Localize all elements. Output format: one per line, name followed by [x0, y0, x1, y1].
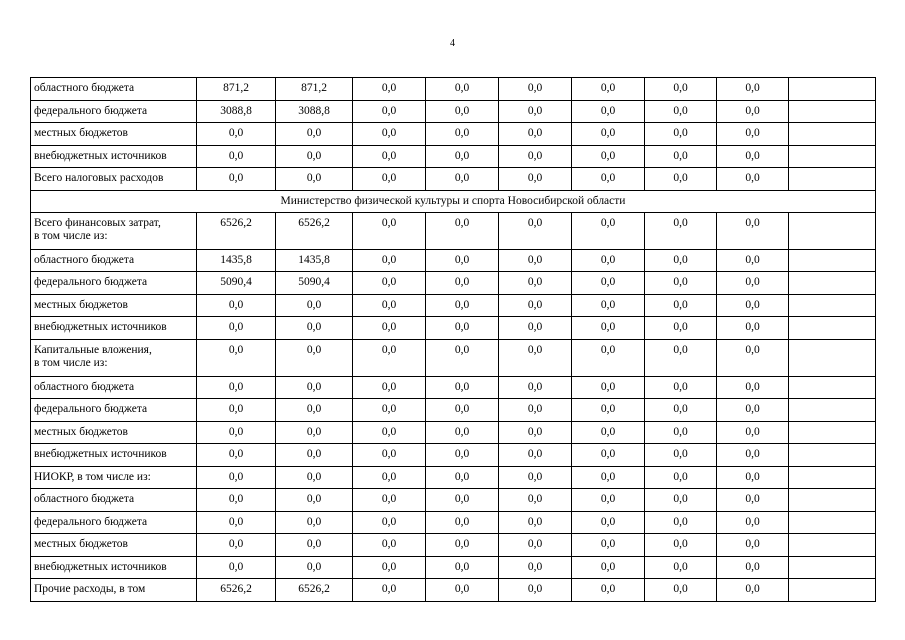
value-cell: 0,0 [276, 511, 353, 534]
table-row [31, 489, 876, 512]
value-cell: 0,0 [645, 399, 717, 422]
value-cell: 0,0 [645, 421, 717, 444]
value-cell: 0,0 [353, 123, 426, 146]
table-row [31, 145, 876, 168]
value-cell: 0,0 [426, 339, 499, 376]
section-body [31, 190, 876, 212]
value-cell: 0,0 [717, 466, 789, 489]
row-label-text: внебюджетных источников [34, 448, 167, 460]
value-cell: 0,0 [353, 212, 426, 249]
value-cell: 0,0 [572, 100, 645, 123]
row-label-text: федерального бюджета [34, 403, 148, 415]
value-cell: 0,0 [426, 376, 499, 399]
value-cell: 0,0 [197, 317, 276, 340]
value-cell: 0,0 [717, 556, 789, 579]
value-cell: 0,0 [426, 511, 499, 534]
value-cell: 0,0 [353, 376, 426, 399]
value-cell: 0,0 [717, 399, 789, 422]
value-cell: 0,0 [197, 556, 276, 579]
value-cell: 0,0 [276, 145, 353, 168]
value-cell: 1435,8 [197, 249, 276, 272]
value-cell: 0,0 [353, 272, 426, 295]
value-cell: 0,0 [499, 100, 572, 123]
value-cell: 6526,2 [276, 579, 353, 602]
row-label-text: внебюджетных источников [34, 149, 167, 162]
value-cell: 0,0 [645, 100, 717, 123]
value-cell: 0,0 [499, 168, 572, 191]
value-cell: 0,0 [426, 421, 499, 444]
value-cell: 0,0 [499, 339, 572, 376]
empty-cell [789, 466, 876, 489]
value-cell: 0,0 [572, 376, 645, 399]
value-cell: 0,0 [276, 556, 353, 579]
row-label-text: областного бюджета [34, 493, 135, 505]
value-cell: 0,0 [499, 212, 572, 249]
row-label [31, 556, 197, 579]
value-cell: 0,0 [499, 272, 572, 295]
value-cell: 0,0 [717, 421, 789, 444]
row-label [31, 272, 197, 295]
table-row [31, 556, 876, 579]
empty-cell [789, 534, 876, 557]
value-cell: 0,0 [499, 466, 572, 489]
value-cell: 0,0 [572, 444, 645, 467]
table-row [31, 511, 876, 534]
row-label-text: внебюджетных источников [34, 321, 167, 333]
value-cell: 0,0 [645, 294, 717, 317]
value-cell: 0,0 [645, 123, 717, 146]
row-label [31, 579, 197, 602]
value-cell: 0,0 [572, 511, 645, 534]
table-row [31, 421, 876, 444]
value-cell: 0,0 [426, 579, 499, 602]
table-row [31, 339, 876, 376]
value-cell: 0,0 [717, 249, 789, 272]
row-label-text: местных бюджетов [34, 425, 128, 438]
value-cell: 0,0 [717, 212, 789, 249]
value-cell: 0,0 [276, 489, 353, 512]
value-cell: 6526,2 [197, 579, 276, 602]
row-label-text: областного бюджета [34, 82, 135, 94]
value-cell: 0,0 [572, 556, 645, 579]
value-cell: 0,0 [426, 78, 499, 101]
row-label-text: Капитальные вложения, в том числе из: [34, 343, 152, 369]
value-cell: 0,0 [717, 100, 789, 123]
page-number: 4 [450, 38, 455, 49]
value-cell: 0,0 [572, 249, 645, 272]
value-cell: 0,0 [353, 399, 426, 422]
value-cell: 0,0 [426, 444, 499, 467]
row-label [31, 466, 197, 489]
value-cell: 0,0 [499, 249, 572, 272]
value-cell: 0,0 [426, 249, 499, 272]
value-cell: 0,0 [353, 145, 426, 168]
value-cell: 0,0 [499, 511, 572, 534]
value-cell: 0,0 [717, 168, 789, 191]
value-cell: 0,0 [572, 421, 645, 444]
value-cell: 0,0 [645, 317, 717, 340]
value-cell: 0,0 [717, 579, 789, 602]
row-label-text: Всего налоговых расходов [34, 172, 164, 184]
row-label [31, 78, 197, 101]
value-cell: 0,0 [572, 78, 645, 101]
value-cell: 0,0 [499, 579, 572, 602]
empty-cell [789, 556, 876, 579]
value-cell: 0,0 [426, 534, 499, 557]
value-cell: 0,0 [276, 376, 353, 399]
value-cell: 0,0 [276, 466, 353, 489]
value-cell: 0,0 [572, 145, 645, 168]
table-row [31, 100, 876, 123]
value-cell: 0,0 [426, 294, 499, 317]
value-cell: 0,0 [645, 78, 717, 101]
value-cell: 0,0 [426, 466, 499, 489]
row-label [31, 339, 197, 376]
value-cell: 0,0 [426, 123, 499, 146]
value-cell: 0,0 [572, 399, 645, 422]
value-cell: 0,0 [645, 168, 717, 191]
value-cell: 6526,2 [197, 212, 276, 249]
value-cell: 0,0 [645, 145, 717, 168]
value-cell: 0,0 [276, 399, 353, 422]
value-cell: 0,0 [499, 78, 572, 101]
value-cell: 0,0 [426, 212, 499, 249]
value-cell: 0,0 [353, 317, 426, 340]
row-label [31, 511, 197, 534]
row-label-text: федерального бюджета [34, 515, 148, 528]
value-cell: 0,0 [197, 376, 276, 399]
value-cell: 3088,8 [197, 100, 276, 123]
value-cell: 0,0 [276, 534, 353, 557]
value-cell: 0,0 [353, 78, 426, 101]
value-cell: 0,0 [426, 556, 499, 579]
value-cell: 0,0 [499, 317, 572, 340]
row-label [31, 317, 197, 340]
value-cell: 0,0 [572, 466, 645, 489]
value-cell: 0,0 [499, 145, 572, 168]
value-cell: 0,0 [197, 421, 276, 444]
table-row [31, 294, 876, 317]
value-cell: 1435,8 [276, 249, 353, 272]
empty-cell [789, 100, 876, 123]
value-cell: 871,2 [276, 78, 353, 101]
value-cell: 0,0 [499, 294, 572, 317]
empty-cell [789, 511, 876, 534]
table-row [31, 444, 876, 467]
row-label-text: областного бюджета [34, 380, 135, 393]
value-cell: 0,0 [572, 489, 645, 512]
value-cell: 0,0 [717, 534, 789, 557]
value-cell: 0,0 [572, 534, 645, 557]
section-row [31, 190, 876, 212]
row-label-text: федерального бюджета [34, 104, 148, 117]
row-label [31, 249, 197, 272]
table-row [31, 317, 876, 340]
value-cell: 0,0 [572, 294, 645, 317]
table-row [31, 78, 876, 101]
value-cell: 0,0 [353, 100, 426, 123]
value-cell: 0,0 [353, 511, 426, 534]
value-cell: 0,0 [717, 123, 789, 146]
value-cell: 0,0 [276, 168, 353, 191]
value-cell: 0,0 [197, 168, 276, 191]
value-cell: 0,0 [276, 123, 353, 146]
value-cell: 0,0 [572, 579, 645, 602]
empty-cell [789, 272, 876, 295]
value-cell: 0,0 [353, 534, 426, 557]
row-label-text: Прочие расходы, в том [34, 583, 146, 595]
value-cell: 0,0 [499, 399, 572, 422]
row-label [31, 212, 197, 249]
value-cell: 0,0 [353, 421, 426, 444]
value-cell: 0,0 [572, 123, 645, 146]
value-cell: 0,0 [197, 489, 276, 512]
value-cell: 0,0 [197, 466, 276, 489]
value-cell: 0,0 [645, 339, 717, 376]
value-cell: 0,0 [426, 168, 499, 191]
empty-cell [789, 249, 876, 272]
value-cell: 0,0 [426, 399, 499, 422]
value-cell: 0,0 [426, 100, 499, 123]
value-cell: 5090,4 [276, 272, 353, 295]
empty-cell [789, 123, 876, 146]
value-cell: 0,0 [572, 339, 645, 376]
value-cell: 0,0 [276, 294, 353, 317]
table-row [31, 376, 876, 399]
value-cell: 0,0 [645, 534, 717, 557]
value-cell: 0,0 [197, 123, 276, 146]
empty-cell [789, 294, 876, 317]
value-cell: 0,0 [499, 444, 572, 467]
row-label [31, 444, 197, 467]
empty-cell [789, 421, 876, 444]
row-label-text: федерального бюджета [34, 276, 148, 288]
value-cell: 5090,4 [197, 272, 276, 295]
table-row [31, 168, 876, 191]
value-cell: 0,0 [499, 376, 572, 399]
table-row [31, 272, 876, 295]
row-label-text: НИОКР, в том числе из: [34, 470, 151, 483]
value-cell: 0,0 [499, 534, 572, 557]
value-cell: 6526,2 [276, 212, 353, 249]
table-row [31, 249, 876, 272]
empty-cell [789, 444, 876, 467]
value-cell: 0,0 [499, 489, 572, 512]
value-cell: 0,0 [353, 294, 426, 317]
value-cell: 0,0 [717, 145, 789, 168]
row-label-text: местных бюджетов [34, 298, 128, 311]
empty-cell [789, 399, 876, 422]
empty-cell [789, 579, 876, 602]
value-cell: 0,0 [499, 421, 572, 444]
row-label [31, 489, 197, 512]
empty-cell [789, 78, 876, 101]
row-label [31, 399, 197, 422]
empty-cell [789, 145, 876, 168]
value-cell: 0,0 [717, 317, 789, 340]
value-cell: 0,0 [645, 249, 717, 272]
empty-cell [789, 212, 876, 249]
empty-cell [789, 489, 876, 512]
value-cell: 0,0 [717, 444, 789, 467]
empty-cell [789, 317, 876, 340]
row-label-text: местных бюджетов [34, 127, 128, 139]
section-title: Министерство физической культуры и спорта Новосибирской области [31, 190, 876, 212]
value-cell: 0,0 [717, 489, 789, 512]
value-cell: 871,2 [197, 78, 276, 101]
value-cell: 0,0 [353, 489, 426, 512]
row-label-text: Всего финансовых затрат, в том числе из: [34, 216, 161, 242]
value-cell: 0,0 [645, 376, 717, 399]
value-cell: 0,0 [645, 556, 717, 579]
value-cell: 0,0 [353, 579, 426, 602]
value-cell: 0,0 [197, 145, 276, 168]
value-cell: 0,0 [426, 317, 499, 340]
empty-cell [789, 376, 876, 399]
value-cell: 0,0 [499, 556, 572, 579]
value-cell: 0,0 [276, 421, 353, 444]
row-label [31, 534, 197, 557]
table-row [31, 579, 876, 602]
value-cell: 0,0 [717, 511, 789, 534]
value-cell: 0,0 [499, 123, 572, 146]
value-cell: 0,0 [717, 339, 789, 376]
value-cell: 0,0 [572, 212, 645, 249]
table-row [31, 212, 876, 249]
row-label [31, 294, 197, 317]
row-label [31, 145, 197, 168]
row-label-text: областного бюджета [34, 253, 135, 266]
value-cell: 0,0 [426, 489, 499, 512]
value-cell: 0,0 [197, 294, 276, 317]
value-cell: 0,0 [197, 444, 276, 467]
value-cell: 0,0 [717, 376, 789, 399]
value-cell: 0,0 [426, 145, 499, 168]
value-cell: 0,0 [572, 272, 645, 295]
value-cell: 0,0 [353, 444, 426, 467]
value-cell: 0,0 [645, 511, 717, 534]
value-cell: 0,0 [645, 466, 717, 489]
row-label [31, 168, 197, 191]
value-cell: 0,0 [353, 249, 426, 272]
value-cell: 0,0 [197, 339, 276, 376]
value-cell: 0,0 [426, 272, 499, 295]
row-label-text: внебюджетных источников [34, 560, 167, 573]
table-row [31, 399, 876, 422]
budget-table [30, 77, 876, 602]
value-cell: 0,0 [717, 78, 789, 101]
value-cell: 0,0 [276, 317, 353, 340]
value-cell: 0,0 [645, 489, 717, 512]
rows-top [31, 78, 876, 191]
row-label-text: местных бюджетов [34, 538, 128, 550]
value-cell: 0,0 [717, 294, 789, 317]
value-cell: 0,0 [572, 317, 645, 340]
rows-bottom [31, 212, 876, 601]
value-cell: 0,0 [353, 466, 426, 489]
value-cell: 0,0 [353, 556, 426, 579]
value-cell: 0,0 [197, 511, 276, 534]
table-row [31, 466, 876, 489]
value-cell: 0,0 [572, 168, 645, 191]
value-cell: 0,0 [197, 399, 276, 422]
value-cell: 0,0 [717, 272, 789, 295]
value-cell: 0,0 [353, 339, 426, 376]
value-cell: 0,0 [645, 212, 717, 249]
value-cell: 0,0 [276, 339, 353, 376]
value-cell: 0,0 [645, 579, 717, 602]
value-cell: 0,0 [197, 534, 276, 557]
value-cell: 0,0 [645, 272, 717, 295]
row-label [31, 100, 197, 123]
empty-cell [789, 168, 876, 191]
row-label [31, 421, 197, 444]
value-cell: 3088,8 [276, 100, 353, 123]
table-row [31, 534, 876, 557]
empty-cell [789, 339, 876, 376]
row-label [31, 123, 197, 146]
value-cell: 0,0 [276, 444, 353, 467]
table-row [31, 123, 876, 146]
value-cell: 0,0 [353, 168, 426, 191]
row-label [31, 376, 197, 399]
value-cell: 0,0 [645, 444, 717, 467]
